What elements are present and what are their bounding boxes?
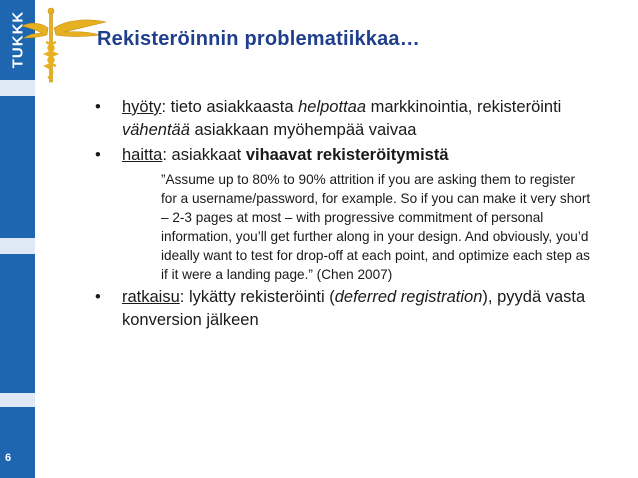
quote-block: ”Assume up to 80% to 90% attrition if you are asking them to register for a username/password, for example. So if you can make it very short – 2-3 pages at most – with progressive commitment of personal information, you’ll get further along in your design. And obviously, you’d ideally want to test for drop-off at each point, and optimize each step as if it were a landing page.” (Chen 2007) [161, 172, 591, 282]
bullet-marker: • [95, 288, 101, 306]
bullet-text: : lykätty rekisteröinti ( [179, 288, 335, 306]
band-stripe [0, 393, 35, 407]
bullet-marker: • [95, 98, 101, 116]
page-number: 6 [5, 452, 12, 464]
logo-text: TUKKK [9, 10, 26, 68]
bullet-marker: • [95, 146, 101, 164]
bullet-drawback [95, 144, 595, 167]
bullet-text: markkinointia, rekisteröinti [366, 98, 562, 116]
bullet-text: asiakkaan myöhempää vaivaa [189, 121, 417, 139]
term-link: ratkaisu [122, 288, 180, 306]
bullet-solution [95, 286, 595, 332]
bullet-text: : tieto asiakkaasta [161, 98, 299, 116]
band-stripe [0, 238, 35, 254]
bullet-text: : asiakkaat [162, 146, 246, 164]
term-link: hyöty [122, 98, 162, 116]
slide-body [95, 96, 595, 332]
emphasis-text: vähentää [122, 121, 190, 139]
bullet-text: ), pyydä vasta konversion jälkeen [122, 288, 586, 329]
term-link: haitta [122, 146, 163, 164]
emphasis-text: helpottaa [298, 98, 367, 116]
strong-text: vihaavat rekisteröitymistä [245, 146, 449, 164]
bullet-benefit [95, 96, 595, 142]
emphasis-text: deferred registration [334, 288, 483, 306]
slide-title: Rekisteröinnin problematiikkaa… [97, 28, 420, 50]
